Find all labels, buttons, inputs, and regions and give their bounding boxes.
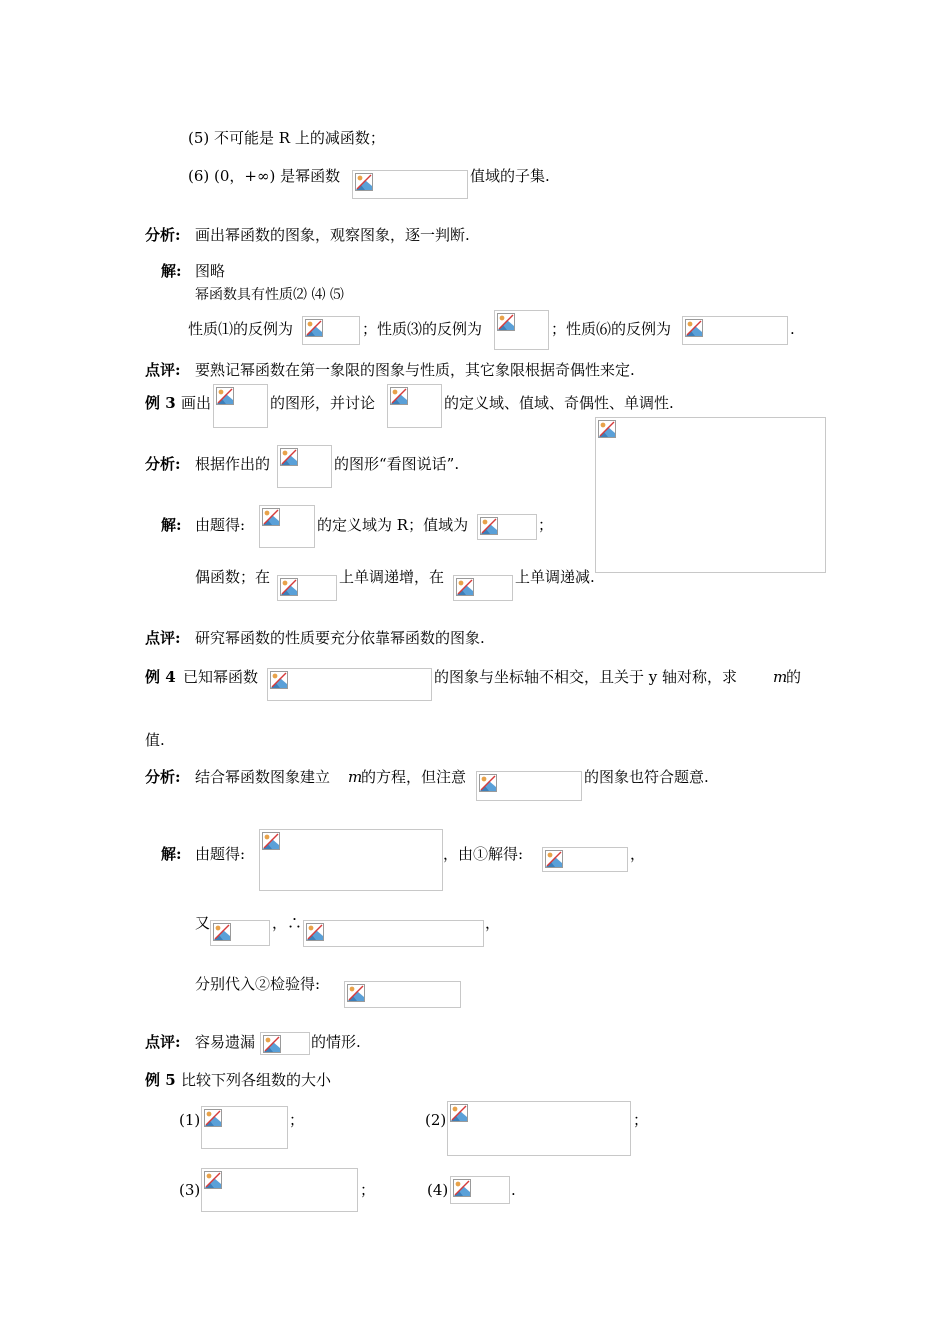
- broken-image-icon: [598, 420, 616, 438]
- solution-label: 解:: [161, 516, 182, 534]
- formula-image: [447, 1101, 631, 1156]
- formula-image: [303, 920, 484, 947]
- example-5-label: 例 5: [145, 1071, 176, 1089]
- formula-image: [494, 310, 549, 350]
- period: .: [790, 320, 795, 338]
- analysis-label: 分析:: [145, 768, 181, 786]
- formula-image: [277, 575, 337, 601]
- comment-text: 研究幂函数的性质要充分依靠幂函数的图象.: [195, 629, 485, 647]
- question-3-label: (3): [179, 1181, 201, 1199]
- formula-image: [201, 1106, 288, 1149]
- monotonicity-text: 偶函数；在: [195, 568, 271, 586]
- analysis-text: 画出幂函数的图象，观察图象，逐一判断.: [195, 226, 470, 244]
- broken-image-icon: [456, 578, 474, 596]
- counterexample-3-label: ；性质⑶的反例为: [362, 320, 483, 338]
- example-3-label: 例 3: [145, 394, 176, 412]
- example-4-label: 例 4: [145, 668, 176, 686]
- monotonicity-text: 上单调递增，在: [339, 568, 445, 586]
- function-graph-image: [595, 417, 826, 573]
- broken-image-icon: [263, 1035, 281, 1053]
- broken-image-icon: [305, 319, 323, 337]
- formula-image: [210, 920, 270, 946]
- property-6-prefix: (6) (0，+∞) 是幂函数: [188, 167, 341, 185]
- example-4-text: 值.: [145, 731, 165, 749]
- broken-image-icon: [480, 517, 498, 535]
- comment-text: 容易遗漏: [195, 1033, 256, 1051]
- analysis-text: 的图形“看图说话”.: [334, 455, 460, 473]
- broken-image-icon: [213, 923, 231, 941]
- solution-text: 图略: [195, 262, 226, 280]
- example-4-text: 已知幂函数: [183, 668, 259, 686]
- broken-image-icon: [479, 774, 497, 792]
- properties-statement: 幂函数具有性质⑵ ⑷ ⑸: [195, 287, 344, 303]
- solution-text: 又: [195, 914, 211, 932]
- question-1-label: (1): [179, 1111, 201, 1129]
- analysis-label: 分析:: [145, 226, 181, 244]
- broken-image-icon: [216, 387, 234, 405]
- analysis-text: 结合幂函数图象建立: [195, 768, 331, 786]
- formula-image: [352, 170, 468, 199]
- variable-m: m: [773, 668, 788, 686]
- property-6-suffix: 值域的子集.: [470, 167, 550, 185]
- solution-text: 由题得:: [195, 516, 246, 534]
- broken-image-icon: [280, 578, 298, 596]
- solution-label: 解:: [161, 845, 182, 863]
- equation-system-image: [259, 829, 443, 891]
- broken-image-icon: [497, 313, 515, 331]
- broken-image-icon: [545, 850, 563, 868]
- formula-image: [682, 316, 788, 345]
- solution-text: ，由①解得:: [443, 845, 524, 863]
- formula-image: [344, 981, 461, 1008]
- formula-image: [259, 505, 315, 548]
- broken-image-icon: [450, 1104, 468, 1122]
- comment-label: 点评:: [145, 361, 181, 379]
- formula-image: [302, 316, 360, 345]
- broken-image-icon: [280, 448, 298, 466]
- comment-text: 要熟记幂函数在第一象限的图象与性质，其它象限根据奇偶性来定.: [195, 361, 635, 379]
- example-5-text: 比较下列各组数的大小: [181, 1071, 332, 1089]
- broken-image-icon: [306, 923, 324, 941]
- broken-image-icon: [685, 319, 703, 337]
- comma: ，: [485, 914, 501, 932]
- example-4-text: 的图象与坐标轴不相交，且关于 y 轴对称，求: [434, 668, 738, 686]
- broken-image-icon: [347, 984, 365, 1002]
- formula-image: [201, 1168, 358, 1212]
- broken-image-icon: [270, 671, 288, 689]
- therefore-symbol: ，∴: [272, 914, 303, 932]
- broken-image-icon: [390, 387, 408, 405]
- solution-text: 由题得:: [195, 845, 246, 863]
- formula-image: [277, 445, 332, 488]
- property-5: (5) 不可能是 R 上的减函数；: [188, 129, 385, 147]
- comment-label: 点评:: [145, 1033, 181, 1051]
- formula-image: [453, 575, 513, 601]
- question-2-label: (2): [425, 1111, 447, 1129]
- formula-image: [267, 668, 432, 701]
- formula-image: [542, 847, 628, 872]
- comma: ，: [630, 845, 646, 863]
- period: .: [511, 1181, 516, 1199]
- broken-image-icon: [204, 1171, 222, 1189]
- formula-image: [476, 771, 582, 801]
- example-3-text: 画出: [181, 394, 212, 412]
- counterexample-1-label: 性质⑴的反例为: [188, 320, 294, 338]
- question-4-label: (4): [427, 1181, 449, 1199]
- formula-image: [450, 1176, 510, 1204]
- comment-text: 的情形.: [311, 1033, 361, 1051]
- solution-label: 解:: [161, 262, 182, 280]
- verification-text: 分别代入②检验得:: [195, 975, 321, 993]
- broken-image-icon: [204, 1109, 222, 1127]
- broken-image-icon: [453, 1179, 471, 1197]
- analysis-text: 的图象也符合题意.: [584, 768, 709, 786]
- formula-image: [260, 1032, 310, 1055]
- monotonicity-text: 上单调递减.: [515, 568, 595, 586]
- example-3-text: 的定义域、值域、奇偶性、单调性.: [444, 394, 674, 412]
- semicolon: ；: [633, 1111, 649, 1129]
- analysis-text: 的方程，但注意: [361, 768, 467, 786]
- formula-image: [477, 514, 537, 540]
- formula-image: [213, 384, 268, 428]
- semicolon: ；: [289, 1111, 305, 1129]
- broken-image-icon: [355, 173, 373, 191]
- example-4-text: 的: [786, 668, 802, 686]
- example-3-text: 的图形，并讨论: [270, 394, 376, 412]
- counterexample-6-label: ；性质⑹的反例为: [551, 320, 672, 338]
- semicolon: ；: [360, 1181, 376, 1199]
- analysis-text: 根据作出的: [195, 455, 271, 473]
- analysis-label: 分析:: [145, 455, 181, 473]
- semicolon: ；: [538, 516, 554, 534]
- formula-image: [387, 384, 442, 428]
- comment-label: 点评:: [145, 629, 181, 647]
- solution-text: 的定义域为 R；值域为: [317, 516, 469, 534]
- broken-image-icon: [262, 832, 280, 850]
- variable-m: m: [348, 768, 363, 786]
- broken-image-icon: [262, 508, 280, 526]
